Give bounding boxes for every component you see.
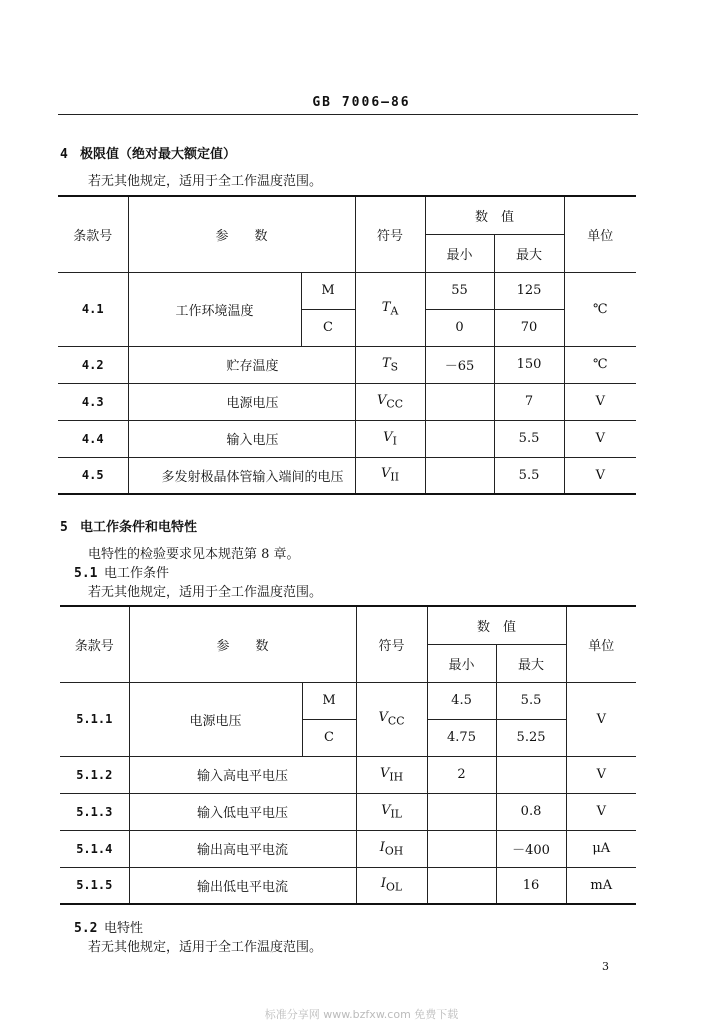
header-clause: 条款号 [58, 196, 128, 272]
unit-cell: V [566, 682, 636, 756]
max-cell: 5.5 [494, 457, 564, 494]
param-cell: 输入电压 [128, 420, 355, 457]
header-symbol: 符号 [356, 606, 427, 682]
max-cell: 0.8 [496, 793, 566, 830]
symbol-cell [355, 346, 425, 383]
section-title: 极限值（绝对最大额定值） [80, 147, 237, 162]
table-row [60, 830, 636, 867]
header-unit: 单位 [566, 606, 636, 682]
symbol-cell [356, 756, 427, 793]
subcat-cell: M [302, 682, 356, 719]
subsection-5-2-note: 若无其他规定，适用于全工作温度范围。 [88, 940, 323, 955]
limits-table [58, 195, 636, 495]
unit-cell: V [564, 420, 636, 457]
clause-cell: 4.3 [58, 383, 128, 420]
param-cell: 电源电压 [129, 682, 302, 756]
clause-cell: 4.2 [58, 346, 128, 383]
symbol-letter: I [380, 876, 387, 892]
site-watermark: 标准分享网 www.bzfxw.com 免费下载 [264, 1008, 459, 1021]
min-cell [425, 383, 494, 420]
header-clause: 条款号 [60, 606, 129, 682]
header-symbol: 符号 [355, 196, 425, 272]
page-number: 3 [602, 960, 609, 973]
table-row [60, 682, 636, 719]
clause-cell: 5.1.1 [60, 682, 129, 756]
max-cell: 5.5 [496, 682, 566, 719]
min-cell: 0 [425, 309, 494, 346]
symbol-letter: V [383, 429, 393, 445]
max-cell [496, 756, 566, 793]
subcat-cell: C [301, 309, 355, 346]
min-cell [427, 867, 496, 904]
header-max: 最大 [496, 644, 566, 682]
symbol-letter: I [379, 839, 385, 855]
symbol-cell [356, 682, 427, 756]
symbol-cell [355, 383, 425, 420]
min-cell: 2 [427, 756, 496, 793]
clause-cell: 5.1.2 [60, 756, 129, 793]
symbol-cell [355, 420, 425, 457]
symbol-subscript: A [390, 304, 399, 318]
param-cell: 电源电压 [128, 383, 355, 420]
max-cell: 5.5 [494, 420, 564, 457]
max-cell: 5.25 [496, 719, 566, 756]
symbol-subscript: I [392, 434, 397, 448]
section-title: 电工作条件和电特性 [80, 520, 198, 535]
symbol-subscript: IH [389, 770, 404, 784]
min-cell [427, 793, 496, 830]
header-min: 最小 [425, 234, 494, 272]
clause-cell: 5.1.5 [60, 867, 129, 904]
table-row [60, 867, 636, 904]
unit-cell: V [564, 457, 636, 494]
table-row [58, 346, 636, 383]
subcat-cell: C [302, 719, 356, 756]
subsection-5-1-note: 若无其他规定，适用于全工作温度范围。 [88, 585, 323, 600]
section-number: 4 [60, 147, 68, 162]
symbol-subscript: CC [386, 397, 403, 411]
symbol-letter: V [381, 802, 391, 818]
symbol-cell [356, 793, 427, 830]
param-cell: 输出高电平电流 [129, 830, 356, 867]
section-5-note: 电特性的检验要求见本规范第 8 章。 [88, 547, 300, 562]
symbol-letter: V [379, 765, 390, 781]
symbol-subscript: OL [386, 881, 403, 895]
unit-cell: V [566, 793, 636, 830]
symbol-subscript: II [390, 471, 399, 485]
symbol-letter: T [381, 300, 391, 316]
section-4-heading [60, 143, 236, 162]
header-rule [58, 114, 638, 115]
param-cell: 贮存温度 [128, 346, 355, 383]
min-cell: 55 [425, 272, 494, 309]
header-unit: 单位 [564, 196, 636, 272]
table-row [58, 272, 636, 309]
subsection-5-2-heading [74, 917, 143, 936]
operating-conditions-table [60, 605, 636, 905]
unit-cell: mA [566, 867, 636, 904]
header-value: 数 值 [425, 196, 564, 234]
symbol-letter: V [377, 392, 387, 408]
symbol-letter: T [381, 355, 391, 371]
unit-cell: ℃ [564, 272, 636, 346]
subsection-number: 5.2 [74, 921, 98, 936]
table-row [60, 756, 636, 793]
max-cell: 150 [494, 346, 564, 383]
symbol-cell [356, 830, 427, 867]
min-cell [425, 420, 494, 457]
subcat-cell: M [301, 272, 355, 309]
symbol-cell [355, 272, 425, 346]
header-min: 最小 [427, 644, 496, 682]
table-row [58, 457, 636, 494]
table-row [58, 420, 636, 457]
unit-cell: V [564, 383, 636, 420]
min-cell [425, 457, 494, 494]
max-cell: －400 [496, 830, 566, 867]
table-row [60, 793, 636, 830]
clause-cell: 4.5 [58, 457, 128, 494]
symbol-letter: V [378, 710, 388, 726]
clause-cell: 4.4 [58, 420, 128, 457]
param-cell: 输入高电平电压 [129, 756, 356, 793]
unit-cell: V [566, 756, 636, 793]
header-max: 最大 [494, 234, 564, 272]
max-cell: 70 [494, 309, 564, 346]
min-cell: 4.75 [427, 719, 496, 756]
table-row [58, 383, 636, 420]
document-code-header: GB 7006—86 [312, 95, 411, 110]
section-number: 5 [60, 520, 68, 535]
min-cell [427, 830, 496, 867]
symbol-subscript: IL [390, 807, 402, 821]
subsection-title: 电工作条件 [104, 566, 170, 581]
subsection-title: 电特性 [104, 921, 144, 936]
symbol-subscript: CC [387, 714, 405, 728]
header-param: 参 数 [129, 606, 356, 682]
max-cell: 7 [494, 383, 564, 420]
min-cell: －65 [425, 346, 494, 383]
symbol-cell [355, 457, 425, 494]
param-cell: 多发射极晶体管输入端间的电压 [128, 457, 355, 494]
min-cell: 4.5 [427, 682, 496, 719]
param-cell: 工作环境温度 [128, 272, 301, 346]
param-cell: 输出低电平电流 [129, 867, 356, 904]
unit-cell: ℃ [564, 346, 636, 383]
max-cell: 16 [496, 867, 566, 904]
clause-cell: 5.1.4 [60, 830, 129, 867]
section-4-note: 若无其他规定，适用于全工作温度范围。 [88, 174, 323, 189]
unit-cell: μA [566, 830, 636, 867]
symbol-cell [356, 867, 427, 904]
symbol-letter: V [381, 466, 391, 482]
header-value: 数 值 [427, 606, 566, 644]
header-param: 参 数 [128, 196, 355, 272]
symbol-subscript: S [390, 360, 399, 374]
max-cell: 125 [494, 272, 564, 309]
subsection-5-1-heading [74, 562, 169, 581]
param-cell: 输入低电平电压 [129, 793, 356, 830]
symbol-subscript: OH [384, 844, 404, 858]
clause-cell: 4.1 [58, 272, 128, 346]
subsection-number: 5.1 [74, 566, 98, 581]
clause-cell: 5.1.3 [60, 793, 129, 830]
section-5-heading [60, 516, 197, 535]
